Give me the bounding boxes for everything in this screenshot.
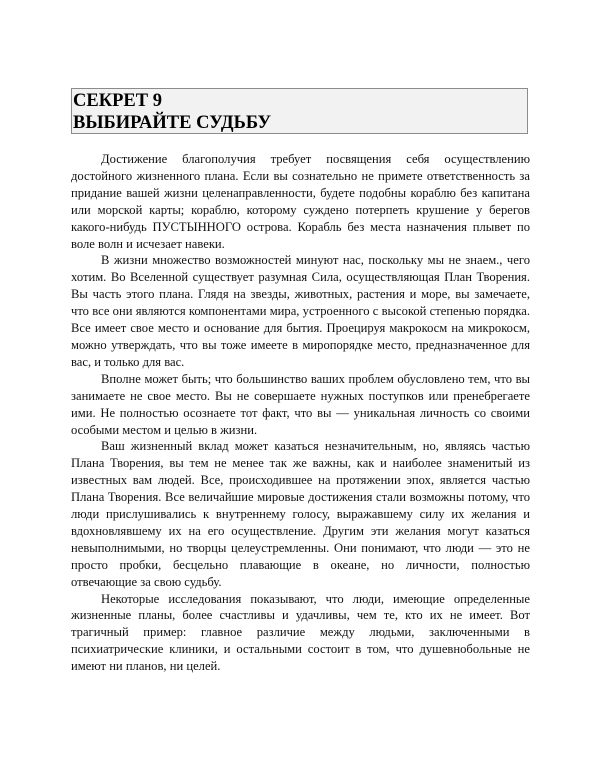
chapter-title: ВЫБИРАЙТЕ СУДЬБУ: [73, 113, 272, 133]
paragraph: В жизни множество возможностей минуют нас, поскольку мы не знаем., чего хотим. Во Вселенной существует разумная Сила, осуществляющая План Творения. Вы часть этого плана. Глядя на звезды, животных, растения и море, вы замечаете, что все они являются компонентами мира, устроенного с высокой степенью порядка. Все имеет свое место и основание для бытия. Проецируя макрокосм на микрокосм, можно утверждать, что вы тоже имеете в миропорядке место, предназначенное для вас, и только для вас.: [71, 253, 530, 369]
paragraph: Вполне может быть; что большинство ваших проблем обусловлено тем, что вы занимаете не свое место. Вы не совершаете нужных поступков или пренебрегаете ими. Не полностью осознаете тот факт, что вы — уникальная личность со своими особыми местом и целью в жизни.: [71, 371, 530, 437]
paragraph: Достижение благополучия требует посвящения себя осуществлению достойного жизненного плана. Если вы сознательно не примете ответственность за придание вашей жизни целенаправленности, будете подобны кораблю без капитана или морской карты; кораблю, которому суждено потерпеть крушение у берегов какого-нибудь ПУСТЫННОГО острова. Корабль без места назначения плывет по воле волн и исчезает навеки.: [71, 152, 530, 251]
paragraph: Ваш жизненный вклад может казаться незначительным, но, являясь частью Плана Творения, вы тем не менее так же важны, как и наиболее знаменитый из известных вам людей. Все, происходившее на протяжении эпох, является частью Плана Творения. Все величайшие мировые достижения стали возможны потому, что люди прислушивались к внутреннему голосу, выражавшему силу их желания и вдохновлявшему их на его осуществление. Другим эти желания могут казаться невыполнимыми, но творцы целеустремленны. Они понимают, что люди — это не просто пробки, бесцельно плавающие в океане, но личности, полностью отвечающие за свою судьбу.: [71, 439, 530, 589]
chapter-heading-box: [71, 88, 528, 134]
chapter-body: [71, 151, 530, 675]
paragraph: Некоторые исследования показывают, что люди, имеющие определенные жизненные планы, более счастливы и удачливы, чем те, кто их не имеет. Вот трагичный пример: главное различие между людьми, заключенными в психиатрические клиники, и остальными состоит в том, что душевнобольные не имеют ни планов, ни целей.: [71, 591, 530, 674]
chapter-number: СЕКРЕТ 9: [73, 91, 162, 111]
